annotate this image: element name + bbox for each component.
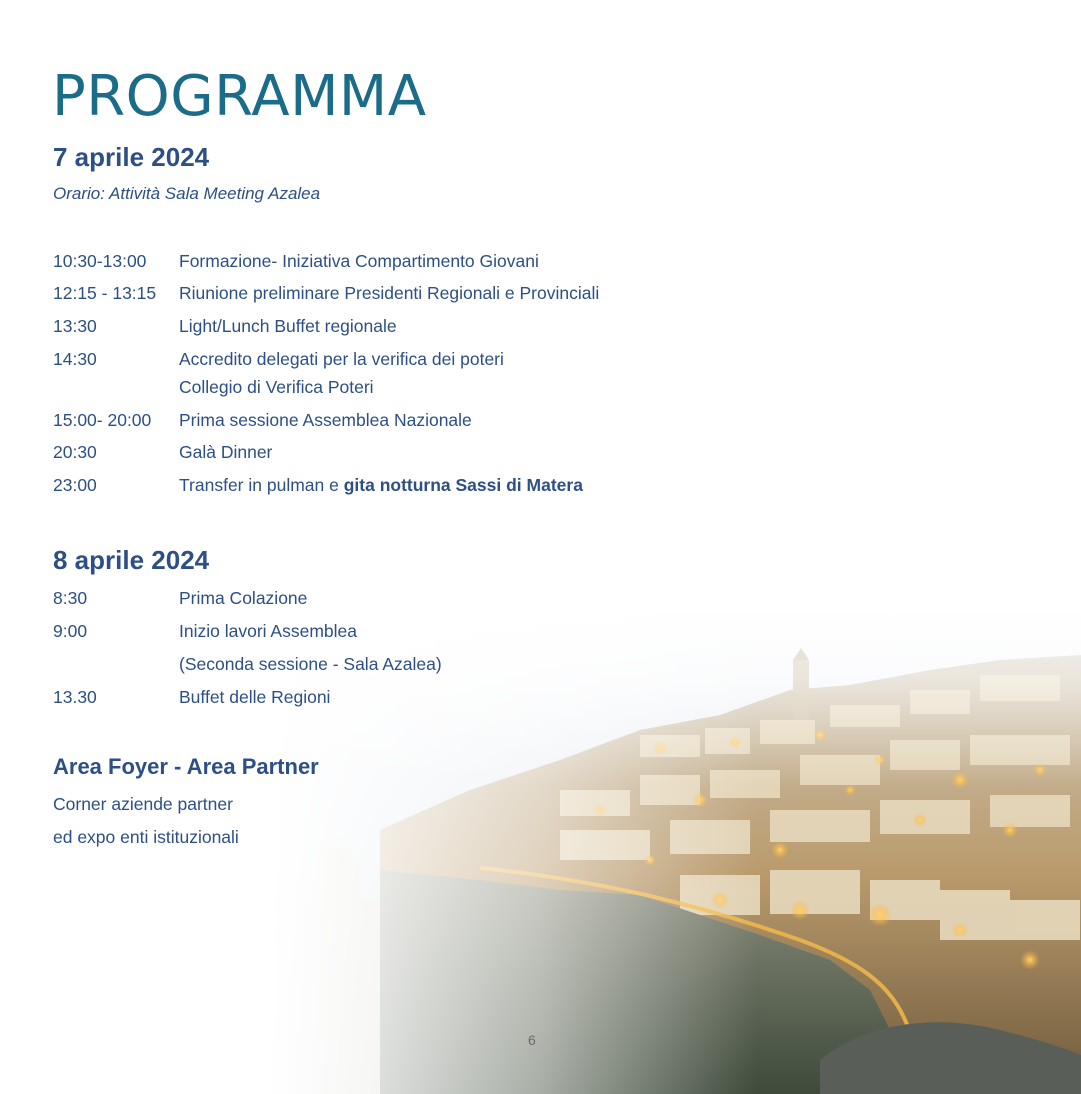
schedule-time: 14:30	[53, 349, 97, 369]
schedule-activity: Riunione preliminare Presidenti Regionali e Provinciali	[179, 283, 600, 303]
schedule-time: 12:15 - 13:15	[53, 283, 157, 303]
day1-orario: Orario: Attività Sala Meeting Azalea	[53, 184, 321, 203]
area-line: Corner aziende partner	[53, 794, 233, 814]
schedule-activity: (Seconda sessione - Sala Azalea)	[179, 654, 442, 674]
page-number: 6	[528, 1032, 536, 1048]
schedule-time: 10:30-13:00	[53, 251, 147, 271]
schedule-activity: Prima sessione Assemblea Nazionale	[179, 410, 472, 430]
schedule-activity-highlight: gita notturna Sassi di Matera	[343, 475, 583, 495]
schedule-activity: Galà Dinner	[179, 442, 273, 462]
schedule-time: 23:00	[53, 475, 97, 495]
schedule-time: 13:30	[53, 316, 97, 336]
schedule-activity: Collegio di Verifica Poteri	[179, 377, 374, 397]
schedule-activity: Light/Lunch Buffet regionale	[179, 316, 397, 336]
schedule-time: 8:30	[53, 588, 88, 608]
schedule-activity: Prima Colazione	[179, 588, 308, 608]
schedule-activity: Buffet delle Regioni	[179, 687, 331, 707]
page-title: PROGRAMMA	[52, 64, 427, 129]
area-line: ed expo enti istituzionali	[53, 827, 239, 847]
schedule-time: 9:00	[53, 621, 88, 641]
schedule-time: 13.30	[53, 687, 97, 707]
schedule-activity: Accredito delegati per la verifica dei poteri	[179, 349, 504, 369]
schedule-activity	[179, 475, 583, 496]
area-heading: Area Foyer - Area Partner	[53, 754, 319, 779]
day1-date: 7 aprile 2024	[53, 142, 210, 172]
schedule-activity: Inizio lavori Assemblea	[179, 621, 357, 641]
schedule-activity-text: Transfer in pulman e	[179, 475, 344, 495]
schedule-activity: Formazione- Iniziativa Compartimento Giovani	[179, 251, 539, 271]
day2-date: 8 aprile 2024	[53, 545, 210, 575]
schedule-time: 20:30	[53, 442, 97, 462]
schedule-time: 15:00- 20:00	[53, 410, 152, 430]
